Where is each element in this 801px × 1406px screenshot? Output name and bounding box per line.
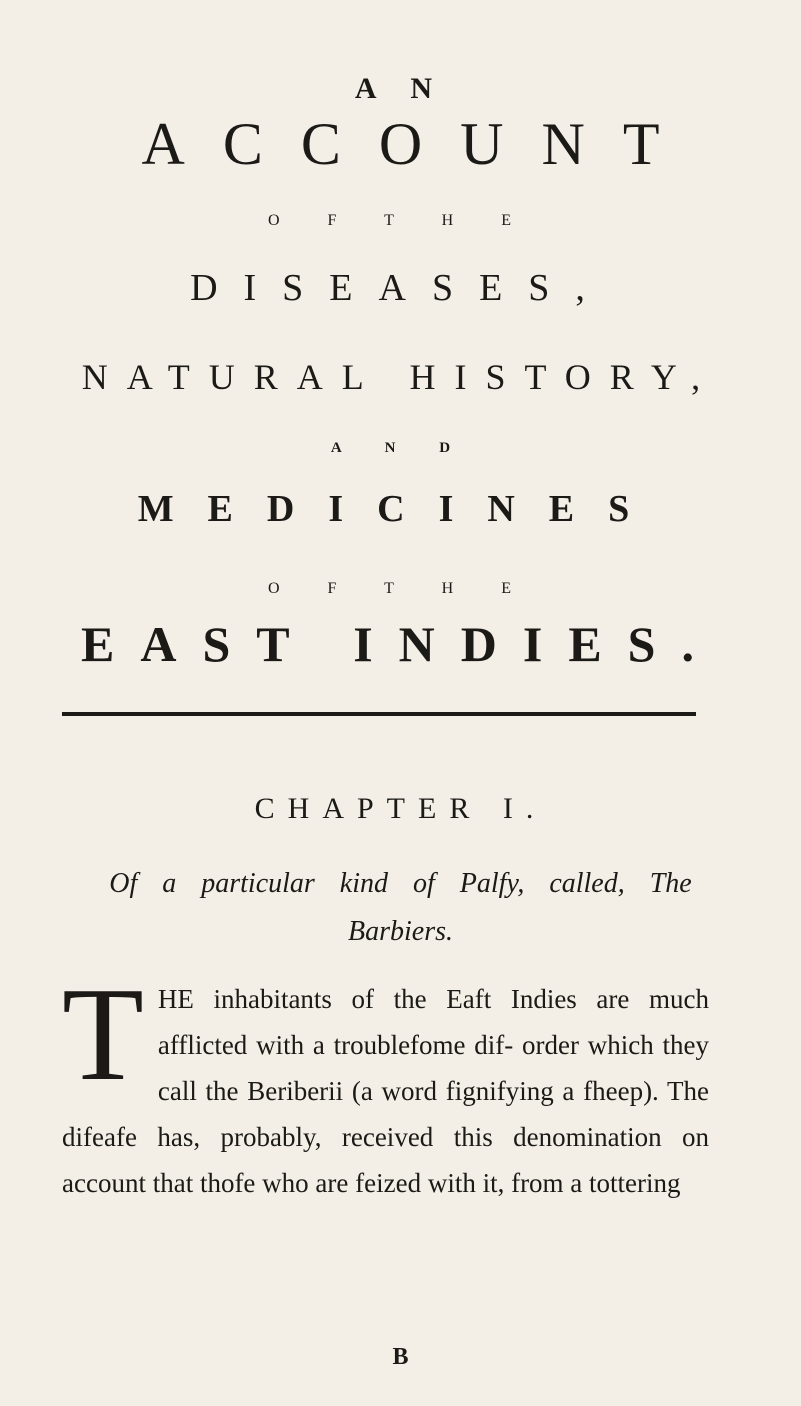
signature-mark: B bbox=[392, 1344, 409, 1370]
title-natural-history: NATURAL HISTORY, bbox=[81, 357, 720, 397]
title-of-the-2: O F T H E bbox=[268, 580, 533, 597]
chapter-subtitle-line2: Barbiers. bbox=[348, 916, 453, 947]
chapter-subtitle-line1: Of a particular kind of Palfy, called, The bbox=[109, 868, 692, 899]
title-of-the-1: O F T H E bbox=[268, 212, 533, 229]
title-diseases: DISEASES, bbox=[190, 267, 611, 309]
title-word-account: ACCOUNT bbox=[141, 111, 698, 177]
body-paragraph bbox=[62, 960, 709, 1206]
paragraph-text: HE inhabitants of the Eaft Indies are much afflicted with a troublefome dif- order which they call the Beriberii (a word fignifying a fheep). The difeafe has, probably, received this denomination on account that thofe who are feized with it, from a tottering bbox=[62, 984, 709, 1198]
title-medicines: MEDICINES bbox=[137, 488, 664, 530]
title-word-an: A N bbox=[354, 72, 447, 105]
title-east-indies: EAST INDIES. bbox=[80, 616, 720, 672]
chapter-heading: CHAPTER I. bbox=[254, 792, 547, 825]
drop-cap: T bbox=[62, 960, 144, 1108]
title-and: A N D bbox=[330, 440, 471, 456]
divider-rule bbox=[62, 712, 696, 716]
